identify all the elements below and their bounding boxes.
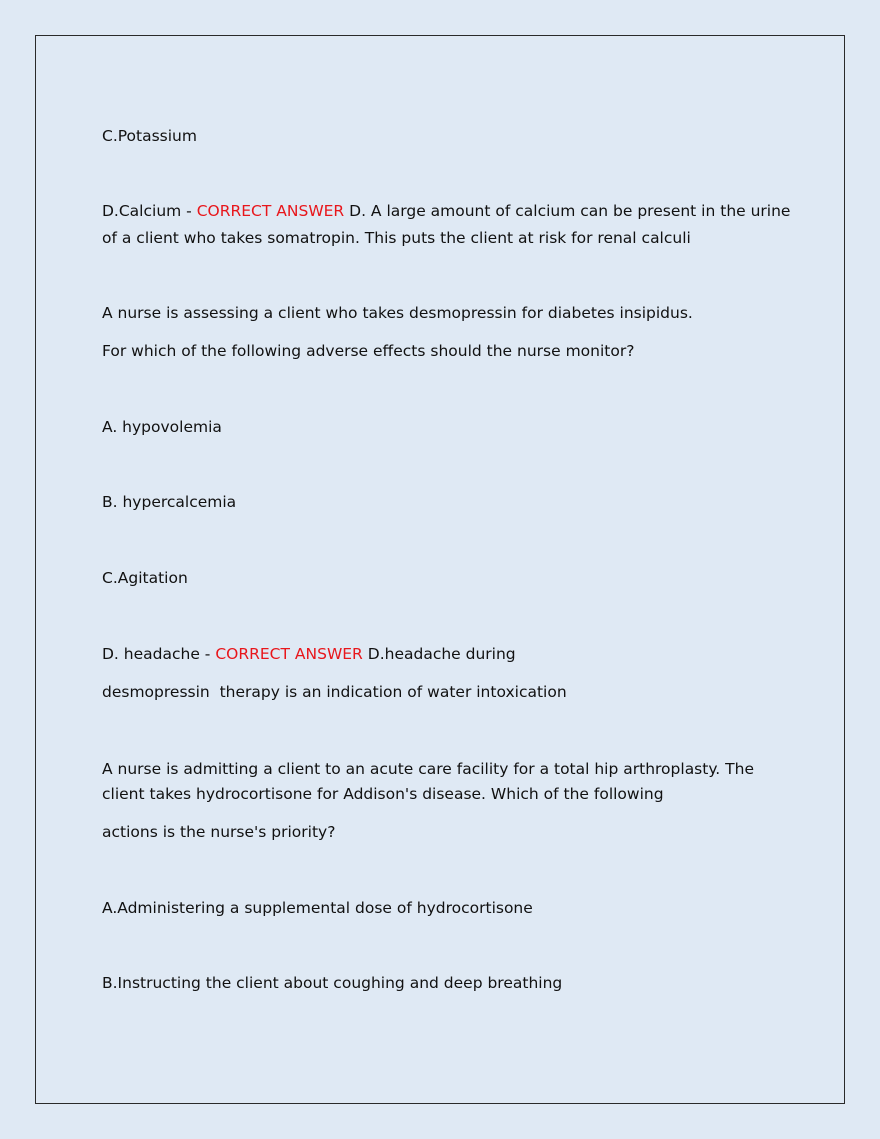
- q2-option-c: C.Agitation: [102, 569, 188, 587]
- q1-correct-answer-label: CORRECT ANSWER: [196, 202, 345, 220]
- q2-option-a: A. hypovolemia: [102, 418, 222, 436]
- q2-option-b: B. hypercalcemia: [102, 493, 237, 511]
- q3-option-b: B.Instructing the client about coughing and deep breathing: [102, 974, 563, 992]
- q1-option-d: [102, 198, 790, 224]
- q2-option-d-prefix: D. headache -: [102, 645, 216, 663]
- q3-stem-line3: actions is the nurse's priority?: [102, 823, 336, 841]
- q1-option-d-prefix: D.Calcium -: [102, 202, 197, 220]
- q2-stem-line2: For which of the following adverse effects should the nurse monitor?: [102, 342, 635, 360]
- q3-stem-line2: client takes hydrocortisone for Addison's disease. Which of the following: [102, 785, 664, 803]
- q2-correct-answer-label: CORRECT ANSWER: [215, 645, 363, 663]
- q3-option-a: A.Administering a supplemental dose of hydrocortisone: [102, 899, 533, 917]
- q2-rationale-line2: desmopressin therapy is an indication of water intoxication: [102, 683, 567, 701]
- q1-rationale-line2: of a client who takes somatropin. This puts the client at risk for renal calculi: [102, 229, 691, 247]
- q2-rationale-line1: D.headache during: [362, 645, 516, 663]
- q1-option-c: C.Potassium: [102, 127, 197, 145]
- q2-stem-line1: A nurse is assessing a client who takes desmopressin for diabetes insipidus.: [102, 304, 693, 322]
- q1-rationale-line1: D. A large amount of calcium can be present in the urine: [344, 202, 791, 220]
- q3-stem-line1: A nurse is admitting a client to an acute care facility for a total hip arthroplasty. The: [102, 760, 754, 778]
- q2-option-d: [102, 641, 516, 667]
